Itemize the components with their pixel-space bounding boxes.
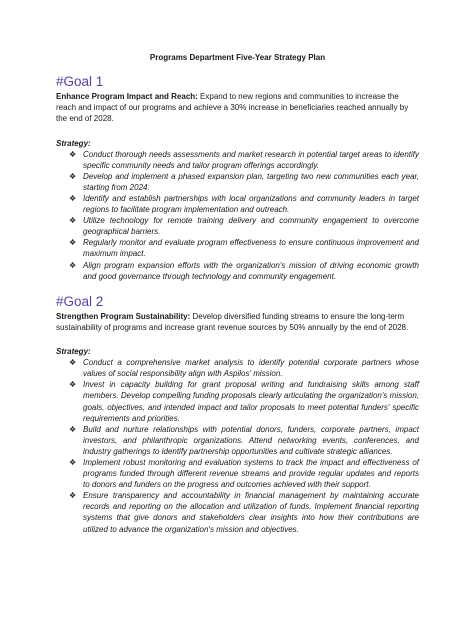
goal-2-section [56, 295, 419, 535]
strategy-item [56, 149, 419, 171]
strategy-item [56, 379, 419, 423]
diamond-dots-icon: ❖ [69, 380, 77, 390]
goal-1-heading: #Goal 1 [56, 74, 104, 89]
strategy-text: Conduct thorough needs assessments and market research in potential target areas to identify specific community needs and tailor program offerings accordingly. [83, 149, 419, 170]
diamond-dots-icon: ❖ [69, 457, 77, 467]
strategy-text: Identify and establish partnerships with local organizations and community leaders in target regions to facilitate program implementation and outreach. [83, 193, 419, 215]
strategy-text: Align program expansion efforts with the organization's mission of driving economic growth and good governance through technology and community engagement. [83, 260, 419, 281]
strategy-text: Implement robust monitoring and evaluation systems to track the impact and effectiveness of programs funded through different revenue streams and provide regular updates and reports to donors and funders on the progress and outcomes achieved with their support. [83, 457, 419, 490]
diamond-dots-icon: ❖ [69, 216, 77, 226]
strategy-item [56, 260, 419, 282]
strategy-text: Build and nurture relationships with potential donors, funders, corporate partners, impact investors, and philanthropic organizations. Attend networking events, conferences, and industry gatherings to identify partnership opportunities and cultivate strategic alliances. [83, 424, 419, 456]
goal-1-subtitle: Enhance Program Impact and Reach: [56, 92, 198, 101]
diamond-dots-icon: ❖ [69, 238, 77, 248]
strategy-item [56, 193, 419, 215]
goal-2-heading: #Goal 2 [56, 293, 104, 309]
diamond-dots-icon: ❖ [69, 260, 77, 270]
goal-1-strategy-list [56, 149, 419, 282]
goal-1-section [56, 75, 419, 282]
strategy-item [56, 237, 419, 259]
strategy-text: Invest in capacity building for grant proposal writing and fundraising skills among staff members. Develop compelling funding proposals clearly articulating the organization's mission, goals, objectives, and intended impact and tailor proposals to meet potential funders' specific requirements and priorities. [83, 380, 419, 423]
strategy-item [56, 215, 419, 237]
strategy-text: Utilize technology for remote training delivery and community engagement to overcome geographical barriers. [83, 216, 419, 237]
strategy-item [56, 457, 419, 490]
goal-1-description-text: Expand to new regions and communities to increase the reach and impact of our programs and achieve a 30% increase in beneficiaries reached annually by the end of 2028. [56, 92, 409, 124]
goal-2-strategy-label: Strategy: [56, 347, 91, 357]
strategy-text: Ensure transparency and accountability in financial management by maintaining accurate records and reporting on the allocation and utilization of funds. Implement financial reporting systems that give donors and stakeholders clear insights into how their contributions are utilized to advance the organization's mission and objectives. [83, 491, 419, 534]
goal-2-strategy-list [56, 357, 419, 535]
strategy-item [56, 357, 419, 379]
strategy-text: Regularly monitor and evaluate program effectiveness to ensure continuous improvement and maximum impact. [83, 238, 419, 259]
document-title: Programs Department Five-Year Strategy Plan [149, 53, 326, 62]
goal-2-subtitle: Strengthen Program Sustainability: [56, 311, 191, 321]
diamond-dots-icon: ❖ [69, 149, 77, 159]
strategy-text: Develop and implement a phased expansion plan, targeting two new communities each year, starting from 2024. [83, 171, 419, 192]
goal-1-description [56, 91, 419, 125]
goal-2-description-text: Develop diversified funding streams to ensure the long-term sustainability of programs and increase grant revenue sources by 50% annually by the end of 2028. [56, 311, 409, 332]
goal-2-description [56, 311, 419, 333]
diamond-dots-icon: ❖ [69, 171, 77, 181]
strategy-item [56, 171, 419, 193]
diamond-dots-icon: ❖ [69, 424, 77, 434]
diamond-dots-icon: ❖ [69, 193, 77, 203]
goal-1-strategy-label: Strategy: [56, 138, 91, 148]
strategy-text: Conduct a comprehensive market analysis to identify potential corporate partners whose values of social responsibility align with Aspilos' mission. [83, 358, 419, 379]
strategy-item [56, 424, 419, 457]
diamond-dots-icon: ❖ [69, 358, 77, 368]
strategy-item [56, 490, 419, 534]
diamond-dots-icon: ❖ [69, 491, 77, 501]
